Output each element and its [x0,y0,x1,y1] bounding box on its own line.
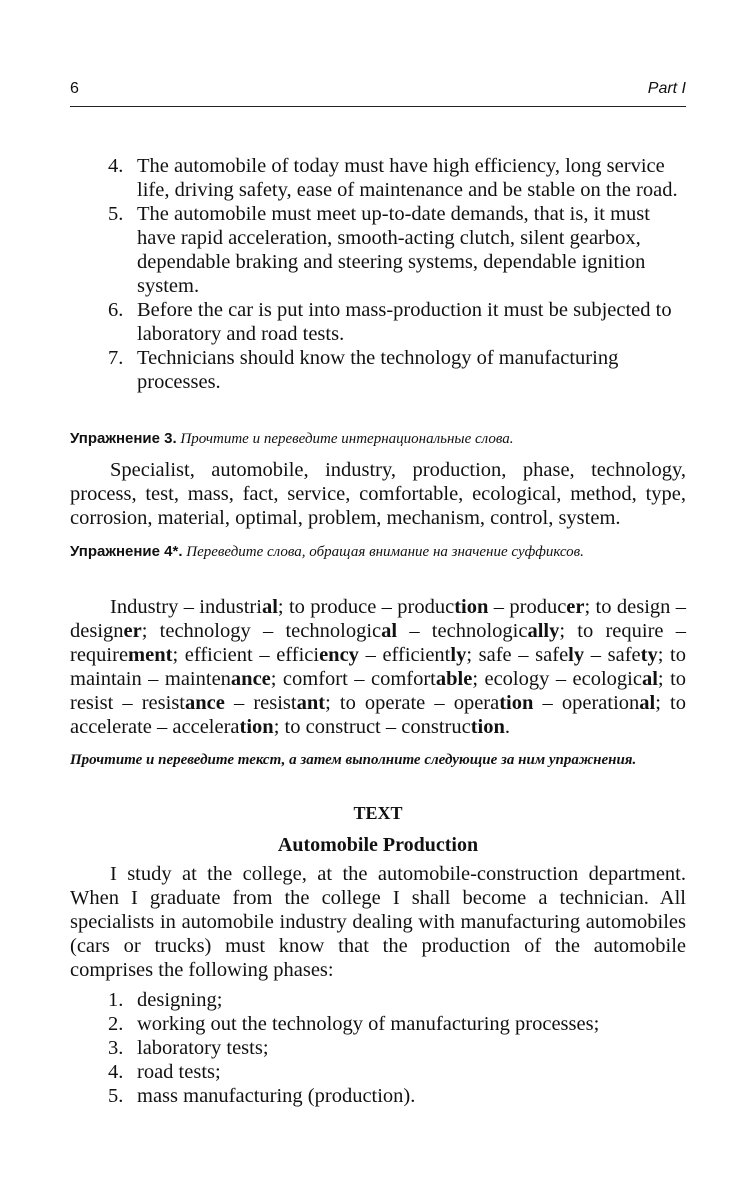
exercise-4-words [70,595,686,739]
word-text: – safe [584,644,641,666]
exercise-instruction: Переведите слова, обращая внимание на значение суффиксов. [186,544,584,560]
suffix-highlight: ency [319,644,359,666]
item-number: 1. [108,989,124,1011]
item-text: designing; [137,989,223,1011]
text-title: Automobile Production [277,834,479,856]
word-text: – resist [224,692,297,714]
suffix-highlight: al [261,596,278,618]
list-item [108,346,686,394]
word-text: ; technology – technologic [141,620,382,642]
word-text: – efficient [358,644,451,666]
item-number: 4. [108,1061,124,1083]
word-text: ; to maintain – mainten [70,644,686,690]
word-text: – technologic [397,620,528,642]
item-text: road tests; [137,1061,221,1083]
page-header [70,78,686,107]
list-item [108,298,686,346]
suffix-highlight: ant [296,692,326,714]
suffix-highlight: er [566,596,585,618]
word-text: ; ecology – ecologic [472,668,642,690]
suffix-highlight: al [639,692,656,714]
reading-task-instruction: Прочтите и переведите текст, а затем выполните следующие за ним упражнения. [70,752,637,768]
suffix-highlight: ly [568,644,585,666]
suffix-highlight: tion [499,692,534,714]
numbered-list-requirements [108,154,686,394]
item-text: The automobile must meet up-to-date demands, that is, it must have rapid acceleration, smooth-acting clutch, silent gearbox, dependable braking and steering systems, dependable ignition system. [137,203,650,297]
item-number: 2. [108,1013,124,1035]
item-number: 7. [108,347,124,369]
suffix-highlight: able [435,668,473,690]
list-item [108,988,686,1012]
word-text: ; to design – design [70,596,686,642]
word-text: ; efficient – effici [172,644,320,666]
word-text: ; to resist – resist [70,668,687,714]
word-text: ; to produce – produc [277,596,455,618]
exercise-instruction: Прочтите и переведите интернациональные слова. [180,431,514,447]
suffix-highlight: er [123,620,142,642]
exercise-4-instruction [70,541,686,563]
suffix-highlight: ance [185,692,225,714]
exercise-label: Упражнение 3. [70,430,177,447]
word-text: ; to construct – construc [273,716,471,738]
list-item [108,202,686,298]
numbered-list-phases [108,988,686,1108]
suffix-highlight: ly [450,644,467,666]
suffix-highlight: ally [527,620,560,642]
item-number: 3. [108,1037,124,1059]
word-text: – operation [533,692,640,714]
suffix-highlight: al [381,620,398,642]
word-text: ; to operate – opera [325,692,500,714]
item-text: The automobile of today must have high efficiency, long service life, driving safety, ease of maintenance and be stable on the road. [137,155,678,201]
list-item [108,154,686,202]
word-text: ; safe – safe [466,644,569,666]
exercise-label: Упражнение 4*. [70,543,183,560]
list-item [108,1060,686,1084]
item-text: Technicians should know the technology of manufacturing processes. [137,347,619,393]
suffix-highlight: tion [454,596,489,618]
suffix-highlight: al [641,668,658,690]
word-text: ; comfort – comfort [270,668,436,690]
text-heading: TEXT [353,803,403,823]
item-number: 5. [108,1085,124,1107]
word-text: ; to accelerate – accelera [70,692,686,738]
item-text: Before the car is put into mass-production it must be subjected to laboratory and road tests. [137,299,672,345]
item-text: mass manufacturing (production). [137,1085,416,1107]
suffix-highlight: tion [470,716,505,738]
suffix-highlight: ance [230,668,271,690]
exercise-3-words: Specialist, automobile, industry, production, phase, technology, process, test, mass, fact, service, comfortable, ecological, method, type, corrosion, material, optimal, problem, mechanism, control, system. [70,459,686,529]
item-number: 6. [108,299,124,321]
word-text: ; to require – require [70,620,686,666]
page-number: 6 [70,80,79,97]
list-item [108,1036,686,1060]
suffix-highlight: ment [128,644,173,666]
word-text: . [504,716,511,738]
item-text: laboratory tests; [137,1037,269,1059]
word-text: Industry – industri [110,596,262,618]
item-text: working out the technology of manufacturing processes; [137,1013,600,1035]
exercise-3-instruction [70,428,686,450]
part-label: Part I [647,80,686,97]
item-number: 5. [108,203,124,225]
text-paragraph: I study at the college, at the automobile-construction department. When I graduate from the college I shall become a technician. All specialists in automobile industry dealing with manufacturing automobiles (cars or trucks) must know that the production of the automobile comprises the following phases: [70,863,686,981]
list-item [108,1012,686,1036]
suffix-highlight: tion [239,716,274,738]
word-text: – produc [488,596,567,618]
list-item [108,1084,686,1108]
item-number: 4. [108,155,124,177]
suffix-highlight: ty [640,644,658,666]
